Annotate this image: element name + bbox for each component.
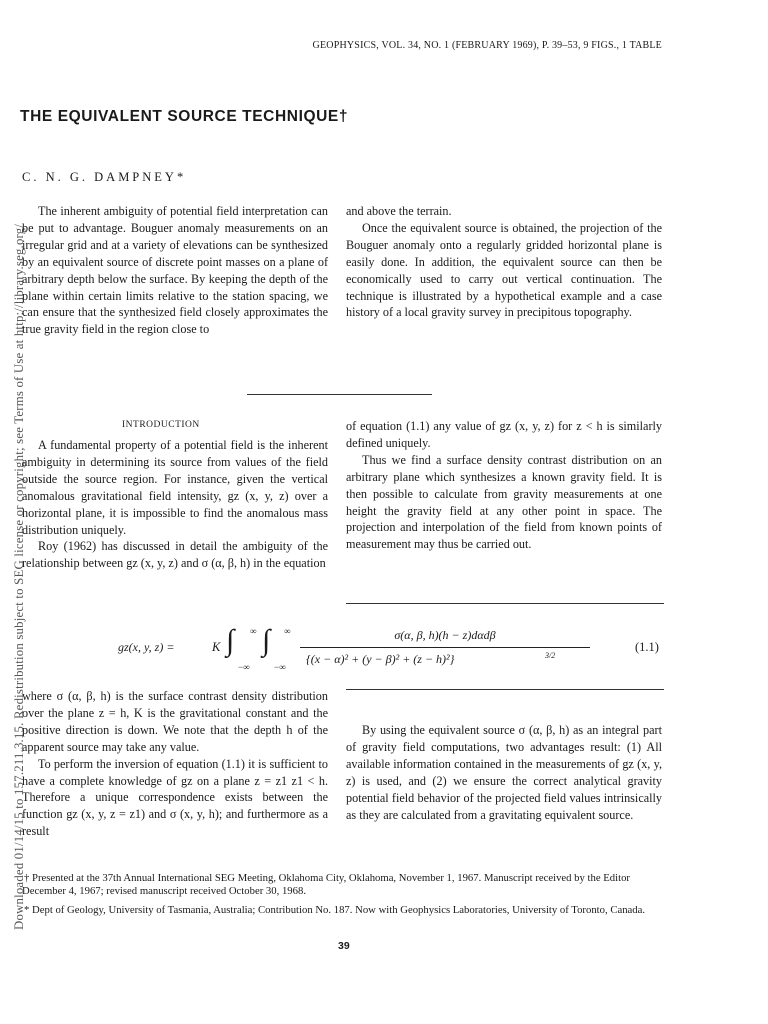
intro-right-paragraph-1: of equation (1.1) any value of gz (x, y, z) for z < h is similarly defined uniquely. <box>346 419 662 450</box>
download-watermark-text: Downloaded 01/14/15 to 157.211.3.15. Redistribution subject to SEG license or copyright; see Terms of Use at http://library.seg.org/ <box>12 223 26 930</box>
abstract-continuation: and above the terrain. <box>346 204 452 218</box>
abstract-left-column <box>22 203 328 338</box>
equation-constant: K <box>212 640 221 654</box>
equation-numerator: σ(α, β, h)(h − z)dαdβ <box>394 628 496 642</box>
author-line: C. N. G. DAMPNEY* <box>22 170 187 184</box>
equation-exponent: 3/2 <box>545 651 556 660</box>
abstract-divider <box>247 394 432 395</box>
equation-denominator: {(x − α)² + (y − β)² + (z − h)²} <box>306 652 455 666</box>
integral-2-upper: ∞ <box>284 626 291 636</box>
footnote-presented: † Presented at the 37th Annual International SEG Meeting, Oklahoma City, Oklahoma, November 1, 1967. Manuscript received by the Editor December 4, 1967; revised manuscript received October 30, 1968. <box>22 872 630 898</box>
intro-paragraph-1: A fundamental property of a potential field is the inherent ambiguity in determining its source from values of the field outside the source region. For instance, given the vertical anomalous gravitational field intensity, gz (x, y, z) over a horizontal plane, it is impossible to find the anomalous mass distribution uniquely. <box>22 438 328 537</box>
equation-fraction-bar <box>300 647 590 648</box>
post-equation-left-column <box>22 688 328 840</box>
abstract-paragraph: The inherent ambiguity of potential field interpretation can be put to advantage. Bouguer anomaly measurements on an irregular grid and at a variety of elevations can be synthesized by an equivalent source of discrete point masses on a plane of arbitrary depth below the surface. By keeping the depth of the plane within certain limits relative to the station spacing, we can ensure that the synthesized field closely approximates the true gravity field in the region close to <box>22 204 328 337</box>
integral-1-upper: ∞ <box>250 626 257 636</box>
integral-1: ∫ <box>226 624 235 657</box>
equation-lhs: gz(x, y, z) = <box>118 640 175 654</box>
post-equation-paragraph-1: where σ (α, β, h) is the surface contrast density distribution over the plane z = h, K is the gravitational constant and the positive direction is down. We note that the depth h of the apparent source may take any value. <box>22 689 328 754</box>
integral-2: ∫ <box>262 624 271 657</box>
paper-title: THE EQUIVALENT SOURCE TECHNIQUE† <box>20 108 349 125</box>
running-head: GEOPHYSICS, VOL. 34, NO. 1 (FEBRUARY 1969), P. 39–53, 9 FIGS., 1 TABLE <box>312 40 662 51</box>
abstract-paragraph-2: Once the equivalent source is obtained, the projection of the Bouguer anomaly onto a regularly gridded horizontal plane is easily done. In addition, the equivalent source can then be economically used to carry out vertical continuation. The technique is illustrated by a hypothetical example and a case history of a local gravity survey in precipitous topography. <box>346 220 662 320</box>
footnote-affiliation: * Dept of Geology, University of Tasmania, Australia; Contribution No. 187. Now with Geophysics Laboratories, University of Toronto, Canada. <box>24 904 646 916</box>
equation-bottom-rule <box>346 689 664 690</box>
equation-top-rule <box>346 603 664 604</box>
download-watermark <box>0 90 26 930</box>
equation-number: (1.1) <box>635 640 659 654</box>
abstract-right-column <box>346 203 662 321</box>
page-number: 39 <box>338 940 350 952</box>
intro-right-paragraph-2: Thus we find a surface density contrast distribution on an arbitrary plane which synthesizes a known gravity field. It is then possible to calculate from gravity measurements at one height the gravity field at any other point in space. The projection and interpolation of the field from known points of measurement may thus be carried out. <box>346 452 662 552</box>
post-equation-right-paragraph: By using the equivalent source σ (α, β, h) as an integral part of gravity field computations, two advantages result: (1) All available information contained in the measurements of gz (x, y, z) is used, and (2) we ensure the correct analytical gravity potential field behavior of the projected field values intrinsically as they are calculated from a gravitating equivalent source. <box>346 723 662 822</box>
post-equation-right-column <box>346 722 662 823</box>
section-heading-introduction: INTRODUCTION <box>122 420 200 430</box>
intro-left-column <box>22 437 328 572</box>
intro-paragraph-2: Roy (1962) has discussed in detail the ambiguity of the relationship between gz (x, y, z) and σ (α, β, h) in the equation <box>22 539 328 571</box>
integral-2-lower: −∞ <box>274 662 286 672</box>
integral-1-lower: −∞ <box>238 662 250 672</box>
intro-right-column <box>346 418 662 553</box>
post-equation-paragraph-2: To perform the inversion of equation (1.1) it is sufficient to have a complete knowledge of gz on a plane z = z1 z1 < h. Therefore a unique correspondence exists between the function gz (x, y, z = z1) and σ (x, y, h); and furthermore as a result <box>22 756 328 839</box>
